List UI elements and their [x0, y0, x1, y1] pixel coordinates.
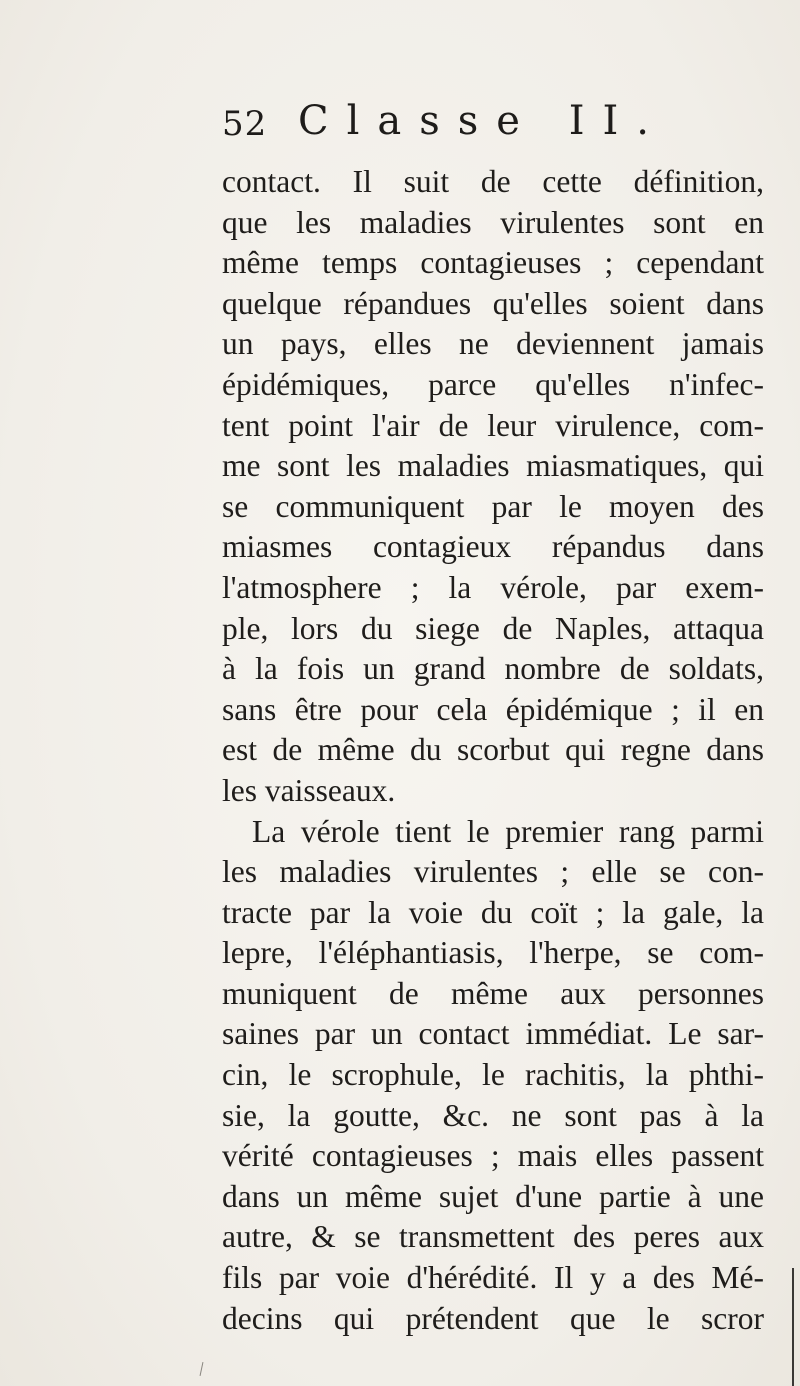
text-line: est de même du scorbut qui regne dans	[222, 732, 764, 768]
text-line: decins qui prétendent que le scror	[222, 1300, 764, 1336]
text-line: saines par un contact immédiat. Le sar-	[222, 1016, 764, 1052]
text-line: cin, le scrophule, le rachitis, la phthi-	[222, 1057, 764, 1093]
text-line: épidémiques, parce qu'elles n'infec-	[222, 366, 764, 402]
text-line: muniquent de même aux personnes	[222, 975, 764, 1011]
text-line: vérité contagieuses ; mais elles passent	[222, 1138, 764, 1174]
text-line: tent point l'air de leur virulence, com-	[222, 407, 764, 443]
text-line: les vaisseaux.	[222, 772, 396, 808]
text-line: même temps contagieuses ; cependant	[222, 245, 764, 281]
ink-mark	[200, 1362, 204, 1376]
text-line: me sont les maladies miasmatiques, qui	[222, 448, 764, 484]
text-line: un pays, elles ne deviennent jamais	[222, 326, 764, 362]
text-line: l'atmosphere ; la vérole, par exem-	[222, 569, 764, 605]
running-head: Classe II.	[298, 98, 668, 144]
text-line: sie, la goutte, &c. ne sont pas à la	[222, 1097, 764, 1133]
text-line: à la fois un grand nombre de soldats,	[222, 651, 764, 687]
text-line: tracte par la voie du coït ; la gale, la	[222, 894, 764, 930]
text-line: fils par voie d'hérédité. Il y a des Mé-	[222, 1260, 764, 1296]
text-line: miasmes contagieux répandus dans	[222, 529, 764, 565]
page-edge-mark	[792, 1268, 794, 1386]
text-line: se communiquent par le moyen des	[222, 488, 764, 524]
text-line: La vérole tient le premier rang parmi	[252, 813, 764, 849]
page-header	[222, 96, 742, 156]
page-number: 52	[222, 104, 268, 144]
text-line: que les maladies virulentes sont en	[222, 204, 764, 240]
text-line: ple, lors du siege de Naples, attaqua	[222, 610, 764, 646]
body-text	[222, 162, 764, 1339]
text-line: quelque répandues qu'elles soient dans	[222, 285, 764, 321]
text-line: dans un même sujet d'une partie à une	[222, 1178, 764, 1214]
text-line: sans être pour cela épidémique ; il en	[222, 691, 764, 727]
text-line: contact. Il suit de cette définition,	[222, 164, 764, 199]
text-line: lepre, l'éléphantiasis, l'herpe, se com-	[222, 935, 764, 971]
text-line: autre, & se transmettent des peres aux	[222, 1219, 764, 1255]
text-line: les maladies virulentes ; elle se con-	[222, 854, 764, 890]
